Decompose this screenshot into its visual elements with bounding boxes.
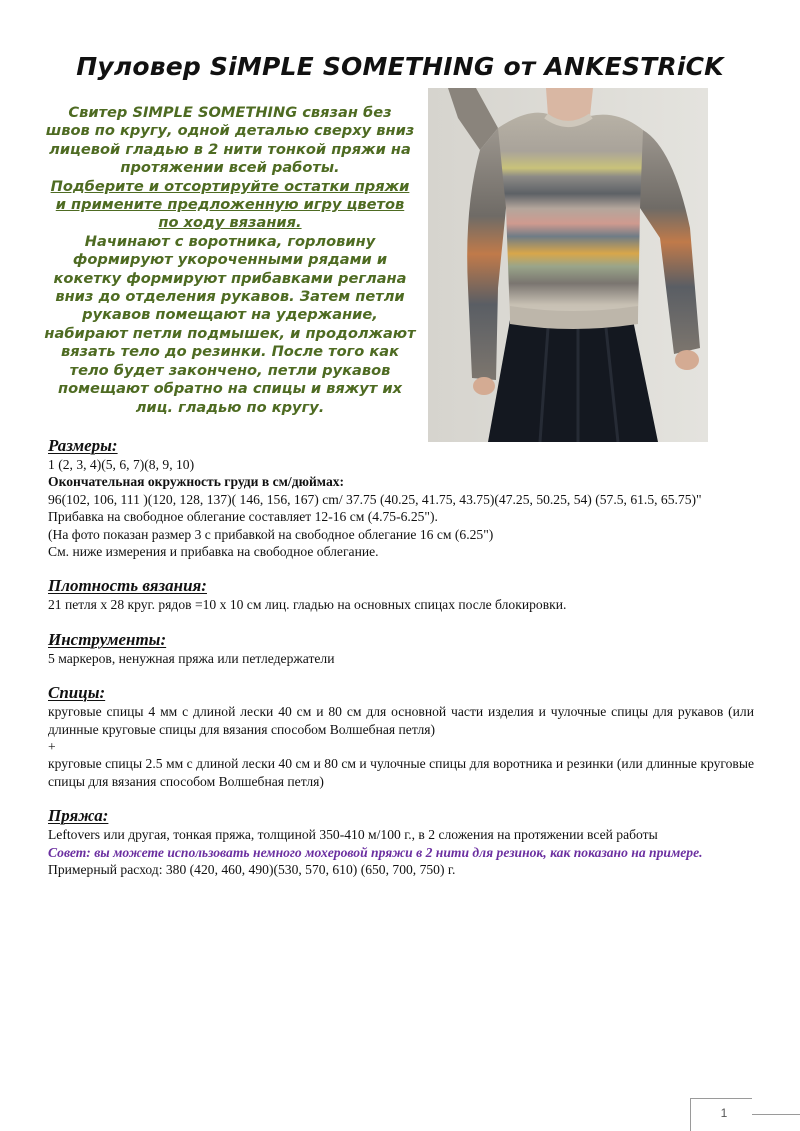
intro-paragraph-1: Свитер SIMPLE SOMETHING связан без швов по кругу, одной деталью сверху вниз лицевой гладью в 2 нити тонкой пряжи на протяжении всей работы.: [45, 104, 415, 177]
needles-plus: +: [48, 739, 56, 755]
photo-note: (На фото показан размер 3 с прибавкой на свободное облегание 16 см (6.25"): [48, 526, 494, 542]
sweater-photo: [428, 88, 708, 442]
footer-line: [752, 1114, 800, 1115]
pattern-name: SIMPLE SOMETHING: [132, 104, 298, 121]
see-below-text: См. ниже измерения и прибавка на свободное облегание.: [48, 544, 379, 560]
bust-label: Окончательная окружность груди в см/дюймах:: [48, 474, 345, 490]
yarn-heading: Пряжа:: [48, 806, 109, 826]
intro-text: [44, 104, 416, 417]
ease-text: Прибавка на свободное облегание составляет 12-16 см (4.75-6.25").: [48, 509, 438, 525]
section-yarn: [48, 806, 754, 878]
section-tools: [48, 630, 754, 667]
needles-text-2: круговые спицы 2.5 мм с длиной лески 40 см и 80 см и чулочные спицы для воротника и резинки (или длинные круговые спицы для вязания способом Волшебная петля): [48, 756, 754, 789]
needles-text-1: круговые спицы 4 мм с длиной лески 40 см и 80 см для основной части изделия и чулочные спицы для рукавов (или длинные круговые спицы для вязания способом Волшебная петля): [48, 704, 754, 737]
sizes-list: 1 (2, 3, 4)(5, 6, 7)(8, 9, 10): [48, 457, 195, 472]
intro-paragraph-3: Начинают с воротника, горловину формируют укороченными рядами и кокетку формируют прибавками реглана вниз до отделения рукавов. Затем петли рукавов помещают на удержание, набирают петли подмышек, и продолжают вязать тело до резинки. После того как тело будет закончено, петли рукавов помещают обратно на спицы и вяжут их лиц. гладью по кругу.: [44, 232, 416, 416]
tools-heading: Инструменты:: [48, 629, 167, 649]
needles-heading: Спицы:: [48, 683, 106, 703]
section-gauge: [48, 576, 754, 613]
sizes-heading: Размеры:: [48, 436, 118, 455]
yarn-amount: Примерный расход: 380 (420, 460, 490)(530, 570, 610) (650, 700, 750) г.: [48, 862, 456, 878]
yarn-text: Leftovers или другая, тонкая пряжа, толщиной 350-410 м/100 г., в 2 сложения на протяжении всей работы: [48, 827, 658, 843]
bust-values: 96(102, 106, 111 )(120, 128, 137)( 146, 156, 167) cm/ 37.75 (40.25, 41.75, 43.75)(47.25, 50.25, 54) (57.5, 61.5, 65.75)": [48, 491, 702, 507]
intro-paragraph-2: Подберите и отсортируйте остатки пряжи и примените предложенную игру цветов по ходу вязания.: [50, 177, 410, 232]
yarn-tip: Совет: вы можете использовать немного мохеровой пряжи в 2 нити для резинок, как показано на примере.: [48, 844, 703, 860]
document-title: Пуловер SiMPLE SOMETHING от ANKESTRiCK: [76, 52, 724, 81]
section-needles: [48, 683, 754, 790]
gauge-heading: Плотность вязания:: [48, 576, 207, 596]
section-sizes: [48, 436, 754, 560]
page-number: 1: [720, 1106, 728, 1120]
tools-text: 5 маркеров, ненужная пряжа или петледержатели: [48, 650, 335, 666]
gauge-text: 21 петля x 28 круг. рядов =10 x 10 см лиц. гладью на основных спицах после блокировки.: [48, 597, 567, 613]
pattern-details: [48, 436, 754, 879]
